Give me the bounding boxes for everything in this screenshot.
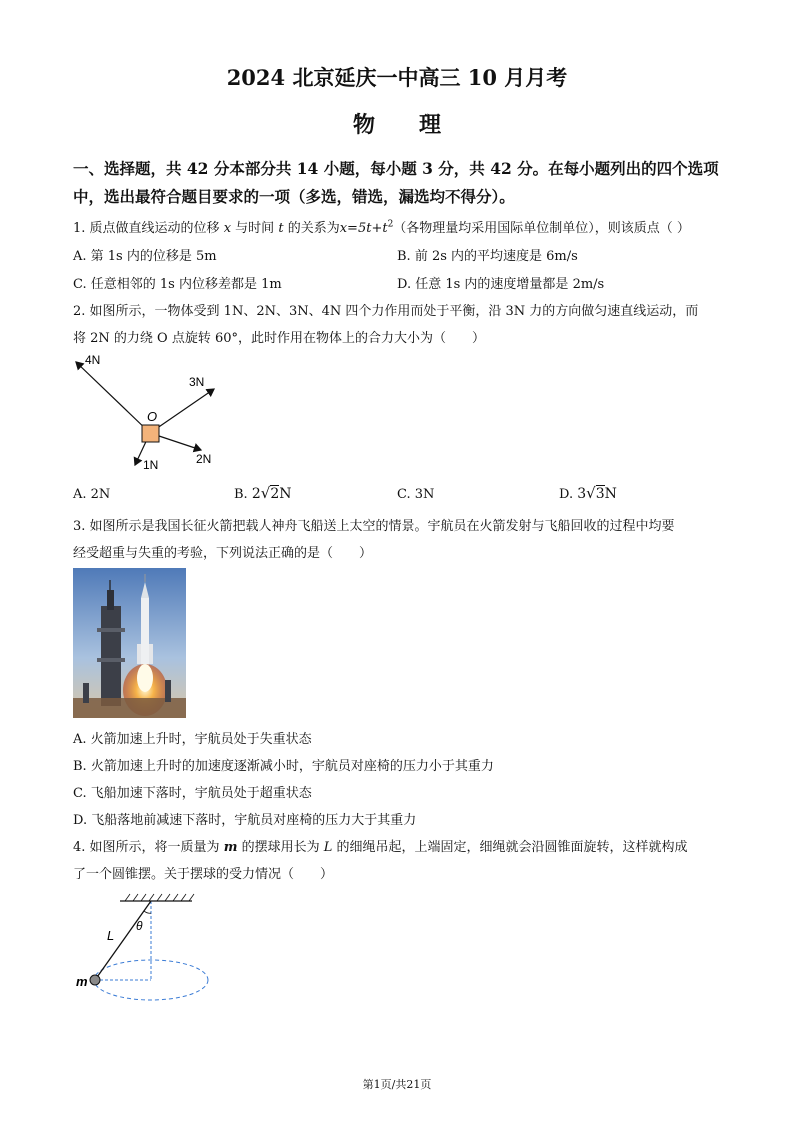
q3-option-d[interactable]: D. 飞船落地前减速下落时，宇航员对座椅的压力大于其重力 <box>73 813 417 828</box>
q3-stem-line2: 经受超重与失重的考验，下列说法正确的是（ ） <box>73 546 373 561</box>
q4-stem-line1 <box>73 836 688 855</box>
label-l: L <box>107 928 115 943</box>
q2-option-d-radicand: 3 <box>595 486 605 502</box>
q3-option-a[interactable]: A. 火箭加速上升时，宇航员处于失重状态 <box>73 732 312 747</box>
conical-pendulum-diagram <box>70 890 215 1005</box>
q2-option-d-unit: N <box>604 486 617 502</box>
q2-option-a[interactable]: A. 2N <box>73 487 111 502</box>
ceiling-hatch <box>125 894 194 901</box>
q4-var-l: L <box>323 840 333 855</box>
section-heading-line2: 中，选出最符合题目要求的一项（多选，错选，漏选均不得分）。 <box>73 187 515 206</box>
section-heading-line1: 一、选择题，共 42 分本部分共 14 小题，每小题 3 分，共 42 分。在每小题列出的四个选项 <box>73 159 719 178</box>
label-4n: 4N <box>85 353 101 367</box>
q2-stem-line2: 将 2N 的力绕 O 点旋转 60°，此时作用在物体上的合力大小为（ ） <box>73 331 486 346</box>
force-diagram <box>65 345 235 475</box>
q1-formula-sup: 2 <box>387 219 394 230</box>
theta-arc <box>144 911 151 913</box>
subject-title: 物 理 <box>352 112 441 138</box>
q1-formula: x=5t+t <box>339 221 388 236</box>
sqrt-symbol: √ <box>586 484 596 502</box>
q1-stem-a: 1. 质点做直线运动的位移 <box>73 221 220 236</box>
q3-option-b[interactable]: B. 火箭加速上升时的加速度逐渐减小时，宇航员对座椅的压力小于其重力 <box>73 759 494 774</box>
sqrt-symbol: √ <box>260 484 271 502</box>
q2-option-d[interactable] <box>559 484 617 502</box>
label-1n: 1N <box>143 458 159 472</box>
exam-title: 2024 北京延庆一中高三 10 月月考 <box>226 65 568 90</box>
q1-stem <box>73 217 690 236</box>
label-theta: θ <box>136 919 143 933</box>
q4-stem-c: 的细绳吊起，上端固定，细绳就会沿圆锥面旋转，这样就构成 <box>336 840 688 855</box>
q2-option-b-coef: 2 <box>251 486 261 502</box>
pendulum-ball <box>90 975 100 985</box>
q4-stem-b: 的摆球用长为 <box>241 840 320 855</box>
q2-option-b[interactable] <box>234 484 291 502</box>
q4-var-m: m <box>223 840 238 855</box>
q1-option-b[interactable]: B. 前 2s 内的平均速度是 6m/s <box>397 249 578 264</box>
force-4n-arrow <box>76 362 150 433</box>
q2-option-c[interactable]: C. 3N <box>397 487 435 502</box>
q2-option-b-radicand: 2 <box>270 486 280 502</box>
q2-option-b-prefix: B. <box>234 487 248 502</box>
force-3n-arrow <box>150 389 214 433</box>
q2-option-b-unit: N <box>279 486 292 502</box>
rocket-launch-photo <box>73 568 186 718</box>
q2-option-d-coef: 3 <box>577 486 587 502</box>
q1-option-c[interactable]: C. 任意相邻的 1s 内位移差都是 1m <box>73 277 282 292</box>
q3-stem-line1: 3. 如图所示是我国长征火箭把载人神舟飞船送上太空的情景。宇航员在火箭发射与飞船回收的过程中均要 <box>73 519 675 534</box>
label-m: m <box>76 974 88 989</box>
q1-var-x: x <box>223 221 232 236</box>
string-line <box>95 901 151 980</box>
label-3n: 3N <box>189 375 205 389</box>
q1-stem-c: 的关系为 <box>287 221 340 236</box>
q1-var-t: t <box>278 221 284 236</box>
q1-option-a[interactable]: A. 第 1s 内的位移是 5m <box>73 249 217 264</box>
q2-option-d-prefix: D. <box>559 487 574 502</box>
page-number: 第1页/共21页 <box>362 1078 432 1091</box>
q1-stem-b: 与时间 <box>235 221 275 236</box>
label-o: O <box>147 409 158 424</box>
label-2n: 2N <box>196 452 212 466</box>
q2-stem-line1: 2. 如图所示，一物体受到 1N、2N、3N、4N 四个力作用而处于平衡，沿 3N 力的方向做匀速直线运动，而 <box>73 304 699 319</box>
q4-stem-line2: 了一个圆锥摆。关于摆球的受力情况（ ） <box>73 867 334 882</box>
q1-option-d[interactable]: D. 任意 1s 内的速度增量都是 2m/s <box>397 277 605 292</box>
object-box <box>142 425 159 442</box>
q4-stem-a: 4. 如图所示，将一质量为 <box>73 840 220 855</box>
q1-stem-d: （各物理量均采用国际单位制单位），则该质点（ ） <box>393 221 690 236</box>
q3-option-c[interactable]: C. 飞船加速下落时，宇航员处于超重状态 <box>73 786 312 801</box>
